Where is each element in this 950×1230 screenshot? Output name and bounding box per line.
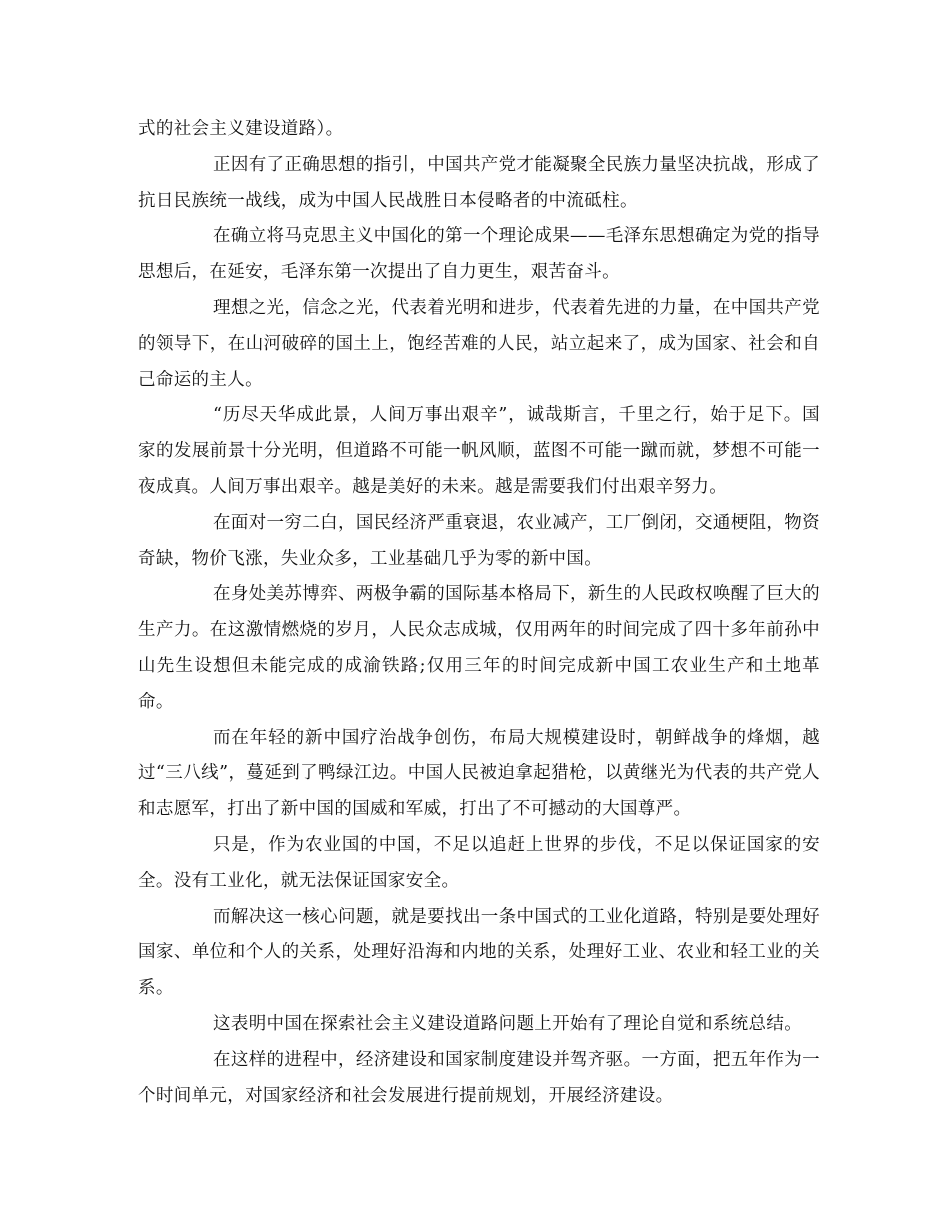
paragraph-7: 在身处美苏博弈、两极争霸的国际基本格局下，新生的人民政权唤醒了巨大的生产力。在这激情燃烧的岁月，人民众志成城，仅用两年的时间完成了四十多年前孙中山先生设想但未能完成的成渝铁路;仅用三年的时间完成新中国工农业生产和土地革命。 (138, 584, 820, 712)
paragraph-9: 只是，作为农业国的中国，不足以追赶上世界的步伐，不足以保证国家的安全。没有工业化，就无法保证国家安全。 (138, 834, 820, 891)
paragraph-10: 而解决这一核心问题，就是要找出一条中国式的工业化道路，特别是要处理好国家、单位和个人的关系，处理好沿海和内地的关系，处理好工业、农业和轻工业的关系。 (138, 906, 820, 999)
paragraph-3: 在确立将马克思主义中国化的第一个理论成果——毛泽东思想确定为党的指导思想后，在延安，毛泽东第一次提出了自力更生，艰苦奋斗。 (138, 226, 820, 283)
document-body (138, 112, 820, 1114)
paragraph-8: 而在年轻的新中国疗治战争创伤，布局大规模建设时，朝鲜战争的烽烟，越过“三八线”，蔓延到了鸭绿江边。中国人民被迫拿起猎枪，以黄继光为代表的共产党人和志愿军，打出了新中国的国威和军威，打出了不可撼动的大国尊严。 (138, 727, 820, 820)
paragraph-12: 在这样的进程中，经济建设和国家制度建设并驾齐驱。一方面，把五年作为一个时间单元，对国家经济和社会发展进行提前规划，开展经济建设。 (138, 1049, 820, 1106)
paragraph-5: “历尽天华成此景，人间万事出艰辛”，诚哉斯言，千里之行，始于足下。国家的发展前景十分光明，但道路不可能一帆风顺，蓝图不可能一蹴而就，梦想不可能一夜成真。人间万事出艰辛。越是美好的未来。越是需要我们付出艰辛努力。 (138, 405, 820, 497)
paragraph-6: 在面对一穷二白，国民经济严重衰退，农业减产，工厂倒闭，交通梗阻，物资奇缺，物价飞涨，失业众多，工业基础几乎为零的新中国。 (138, 512, 820, 569)
paragraph-1: 式的社会主义建设道路）。 (138, 119, 344, 139)
paragraph-2: 正因有了正确思想的指引，中国共产党才能凝聚全民族力量坚决抗战，形成了抗日民族统一战线，成为中国人民战胜日本侵略者的中流砥柱。 (138, 154, 820, 211)
paragraph-4: 理想之光，信念之光，代表着光明和进步，代表着先进的力量，在中国共产党的领导下，在山河破碎的国土上，饱经苦难的人民，站立起来了，成为国家、社会和自己命运的主人。 (138, 297, 820, 390)
paragraph-11: 这表明中国在探索社会主义建设道路问题上开始有了理论自觉和系统总结。 (213, 1013, 803, 1034)
